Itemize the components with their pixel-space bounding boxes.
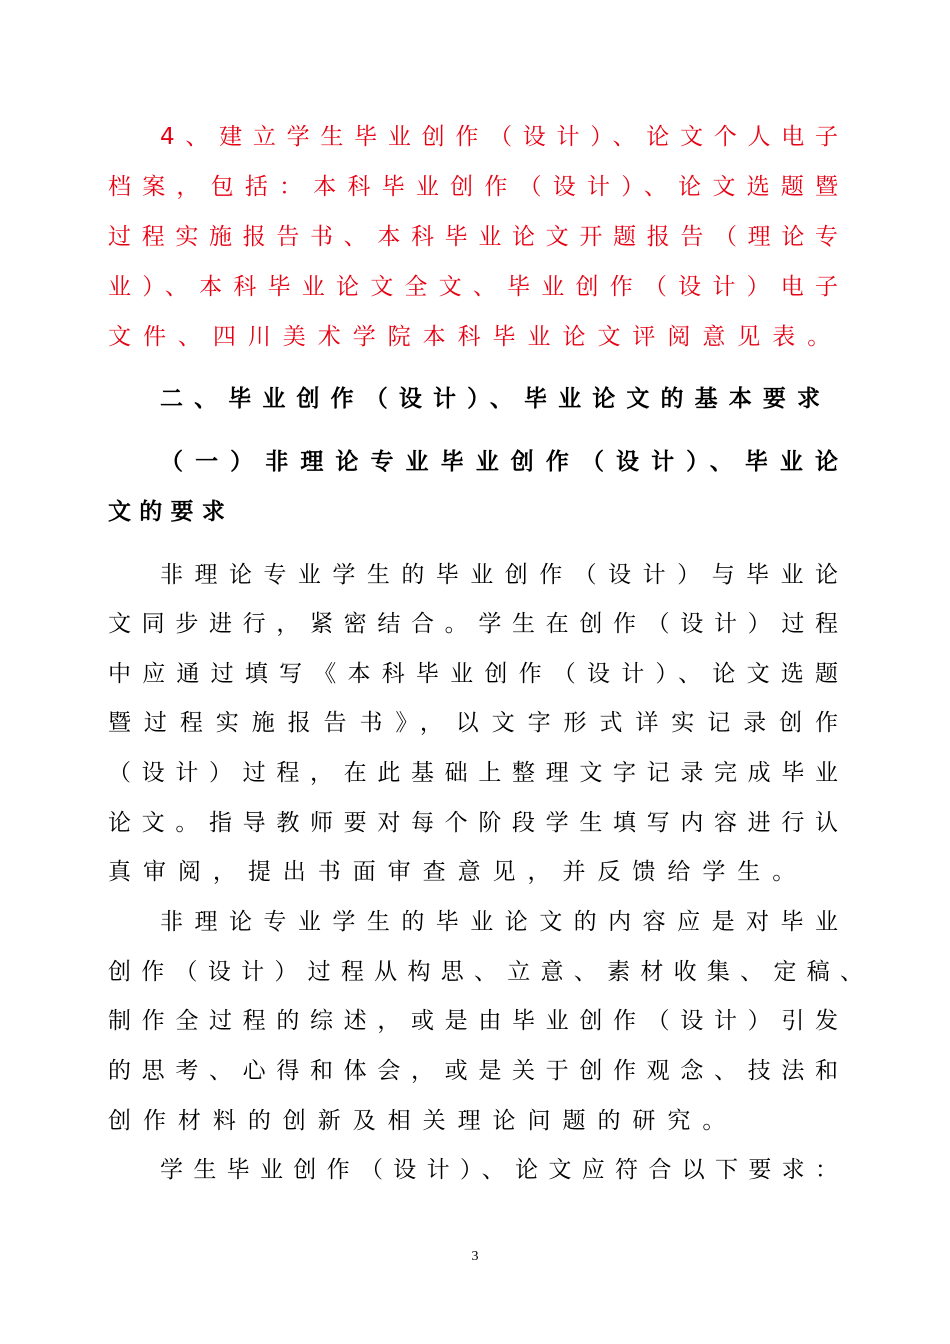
- paragraph-line: 非理论专业学生的毕业论文的内容应是对毕业: [160, 909, 838, 935]
- red-paragraph-line: 文件、四川美术学院本科毕业论文评阅意见表。: [108, 324, 843, 350]
- red-paragraph-line: 4、建立学生毕业创作（设计）、论文个人电子: [160, 124, 838, 150]
- paragraph-line: 创作（设计）过程从构思、立意、素材收集、定稿、: [108, 959, 863, 985]
- paragraph-line: 的思考、心得和体会，或是关于创作观念、技法和: [108, 1058, 838, 1084]
- red-paragraph-line: 过程实施报告书、本科毕业论文开题报告（理论专: [108, 224, 838, 250]
- paragraph-line: 学生毕业创作（设计）、论文应符合以下要求：: [160, 1157, 838, 1183]
- paragraph-line: 真审阅，提出书面审查意见，并反馈给学生。: [108, 859, 808, 885]
- red-paragraph-line: 业）、本科毕业论文全文、毕业创作（设计）电子: [108, 274, 838, 300]
- paragraph-line: 论文。指导教师要对每个阶段学生填写内容进行认: [108, 810, 838, 836]
- paragraph-line: 制作全过程的综述，或是由毕业创作（设计）引发: [108, 1008, 838, 1034]
- red-paragraph-line: 档案，包括：本科毕业创作（设计）、论文选题暨: [108, 174, 838, 200]
- paragraph-line: （设计）过程，在此基础上整理文字记录完成毕业: [108, 760, 838, 786]
- paragraph-line: 创作材料的创新及相关理论问题的研究。: [108, 1108, 738, 1134]
- subsection-heading-line: 文的要求: [108, 499, 234, 525]
- paragraph-line: 暨过程实施报告书》，以文字形式详实记录创作: [108, 710, 838, 736]
- page-number: 3: [471, 1249, 479, 1264]
- section-heading: 二、毕业创作（设计）、毕业论文的基本要求: [160, 386, 820, 412]
- paragraph-line: 文同步进行，紧密结合。学生在创作（设计）过程: [108, 611, 838, 637]
- paragraph-line: 非理论专业学生的毕业创作（设计）与毕业论: [160, 562, 838, 588]
- paragraph-line: 中应通过填写《本科毕业创作（设计）、论文选题: [108, 661, 838, 687]
- subsection-heading-line: （一）非理论专业毕业创作（设计）、毕业论: [160, 449, 838, 475]
